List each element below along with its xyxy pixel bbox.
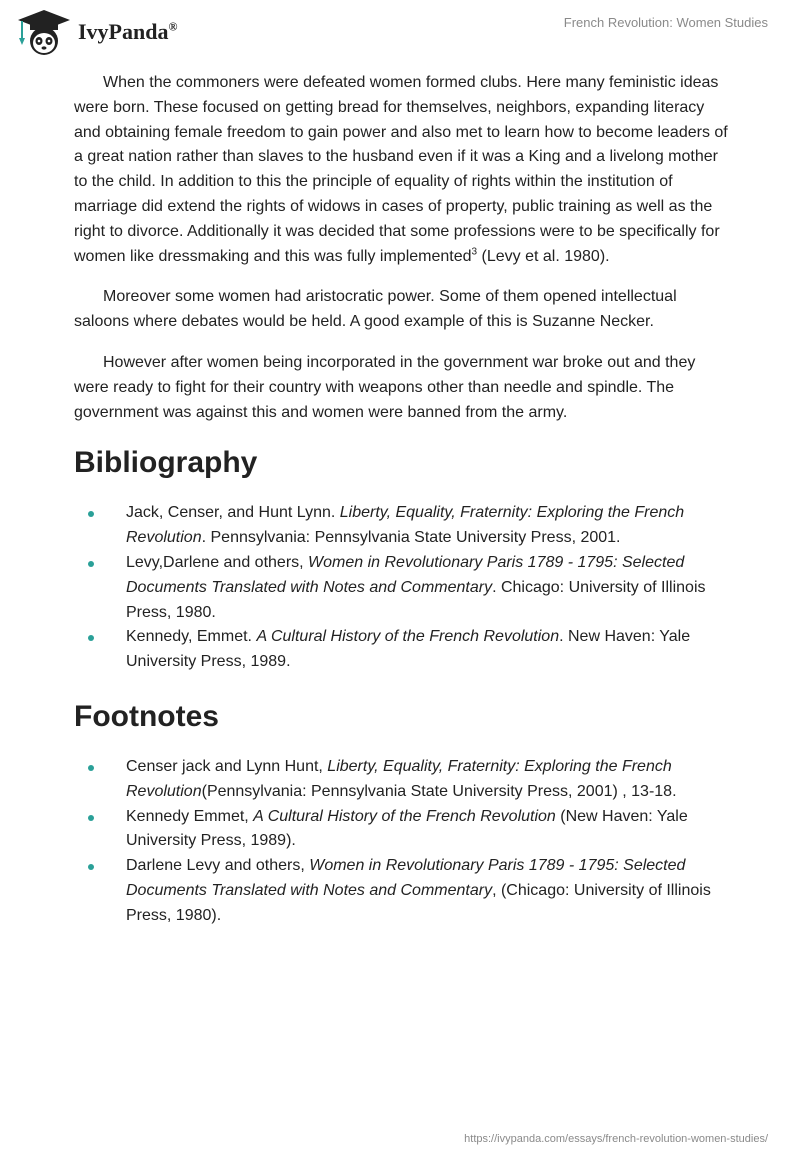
list-item: Censer jack and Lynn Hunt, Liberty, Equality, Fraternity: Exploring the French Revolution(Pennsylvania: Pennsylvania State University Press, 2001) , 13-18. <box>74 755 734 805</box>
list-item: Darlene Levy and others, Women in Revolutionary Paris 1789 - 1795: Selected Documents Translated with Notes and Commentary, (Chicago: University of Illinois Press, 1980). <box>74 854 734 928</box>
document-title: French Revolution: Women Studies <box>563 15 768 30</box>
logo[interactable] <box>14 8 214 56</box>
list-item: Kennedy, Emmet. A Cultural History of the French Revolution. New Haven: Yale University Press, 1989. <box>74 625 734 675</box>
bullet-icon <box>88 815 94 821</box>
bibliography-list <box>74 501 734 675</box>
bibliography-heading: Bibliography <box>74 446 258 480</box>
source-url[interactable]: https://ivypanda.com/essays/french-revolution-women-studies/ <box>464 1133 768 1145</box>
bullet-icon <box>88 765 94 771</box>
paragraph: When the commoners were defeated women formed clubs. Here many feministic ideas were born. These focused on getting bread for themselves, neighbors, expanding literacy and obtaining female freedom to gain power and also met to learn how to become leaders of a great nation rather than slaves to the husband even if it was a King and a livelong mother to the child. In addition to this the principle of equality of rights within the institution of marriage did extend the rights of widows in cases of property, public training as well as the right to divorce. Additionally it was decided that some professions were to be specifically for women like dressmaking and this was fully implemented$^3$ (Levy et al. 1980). <box>74 74 728 265</box>
list-item: Jack, Censer, and Hunt Lynn. Liberty, Equality, Fraternity: Exploring the French Revolution. Pennsylvania: Pennsylvania State University Press, 2001. <box>74 501 734 551</box>
list-item: Kennedy Emmet, A Cultural History of the French Revolution (New Haven: Yale University Press, 1989). <box>74 805 734 855</box>
footnote-marker[interactable]: 3 <box>471 246 478 258</box>
list-item: Levy,Darlene and others, Women in Revolutionary Paris 1789 - 1795: Selected Documents Translated with Notes and Commentary. Chicago: University of Illinois Press, 1980. <box>74 551 734 625</box>
panda-graduate-icon <box>14 8 72 56</box>
bullet-icon <box>88 635 94 641</box>
paragraph: However after women being incorporated in the government war broke out and they were ready to fight for their country with weapons other than needle and spindle. The government was against this and women were banned from the army. <box>74 353 696 421</box>
essay-content <box>74 71 734 929</box>
page-header <box>0 0 800 60</box>
brand-name: IvyPanda® <box>78 19 178 44</box>
bullet-icon <box>88 561 94 567</box>
bullet-icon <box>88 511 94 517</box>
bullet-icon <box>88 864 94 870</box>
footnotes-list <box>74 755 734 929</box>
footnotes-heading: Footnotes <box>74 699 219 733</box>
paragraph: Moreover some women had aristocratic power. Some of them opened intellectual saloons where debates would be held. A good example of this is Suzanne Necker. <box>74 288 677 331</box>
